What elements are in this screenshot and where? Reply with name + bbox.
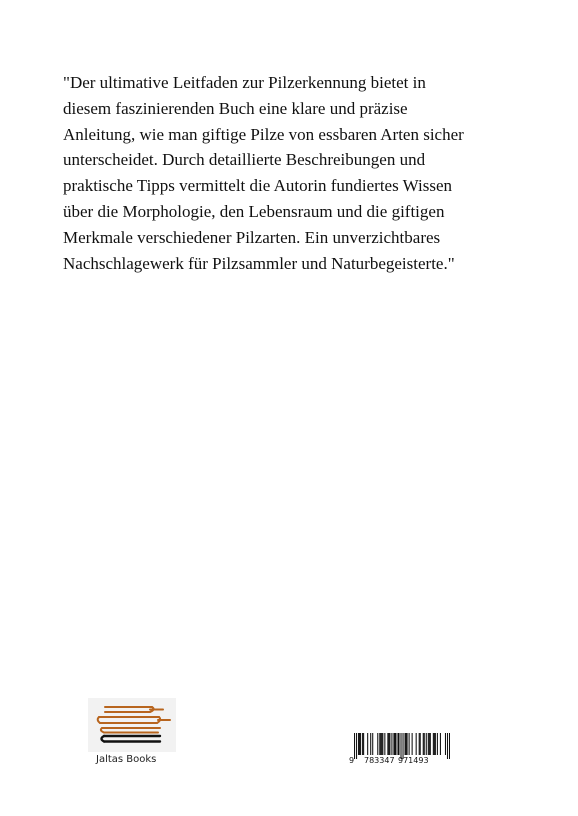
blurb-line: Anleitung, wie man giftige Pilze von essbaren Arten sicher — [63, 124, 464, 144]
blurb-line: "Der ultimative Leitfaden zur Pilzerkennung bietet in — [63, 73, 426, 92]
barcode-bar — [406, 733, 407, 755]
barcode-bar — [382, 733, 383, 755]
barcode-bar — [428, 733, 429, 755]
barcode-bar — [360, 733, 361, 755]
barcode-bar — [367, 733, 368, 755]
barcode-bar — [435, 733, 436, 755]
barcode-bar — [362, 733, 363, 755]
blurb-line: praktische Tipps vermittelt die Autorin fundiertes Wissen — [63, 176, 453, 196]
barcode-bar — [419, 733, 420, 755]
barcode-bar — [389, 733, 390, 755]
blurb-line: Nachschlagewerk für Pilzsammler und Naturbegeisterte." — [63, 253, 455, 273]
barcode-bar — [372, 733, 373, 755]
barcode-bar — [394, 733, 395, 755]
barcode-bar — [363, 733, 364, 755]
barcode-bar — [359, 733, 360, 755]
barcode-bar — [424, 733, 425, 755]
stacked-books-icon — [88, 698, 176, 752]
barcode-bar — [420, 733, 421, 755]
isbn-barcode — [346, 733, 450, 771]
barcode-bar — [430, 733, 431, 755]
barcode-bar — [426, 733, 427, 755]
barcode-bar — [412, 733, 413, 755]
barcode-bar — [434, 733, 435, 755]
barcode-bar — [405, 733, 406, 755]
barcode-right-group: 971493 — [398, 756, 429, 765]
blurb-line: Merkmale verschiedener Pilzarten. Ein unverzichtbares — [63, 227, 441, 247]
barcode-digits — [346, 756, 450, 768]
barcode-bar — [391, 733, 392, 755]
blurb-line: diesem faszinierenden Buch eine klare und präzise — [63, 98, 408, 118]
blurb-line: unterscheidet. Durch detaillierte Beschreibungen und — [63, 150, 426, 170]
barcode-bar — [437, 733, 438, 755]
barcode-bar — [398, 733, 399, 755]
barcode-bar — [416, 733, 417, 755]
barcode-bar — [445, 733, 446, 755]
barcode-bar — [384, 733, 385, 755]
book-blurb — [63, 70, 523, 276]
barcode-bar — [379, 733, 380, 755]
barcode-bar — [370, 733, 371, 755]
barcode-bar — [395, 733, 396, 755]
barcode-bar — [388, 733, 389, 755]
barcode-bar — [433, 733, 434, 755]
barcode-bar — [380, 733, 381, 755]
barcode-bar — [409, 733, 410, 755]
barcode-bar — [387, 733, 388, 755]
barcode-first-digit: 9 — [349, 756, 355, 765]
publisher-name: Jaltas Books — [96, 754, 157, 765]
barcode-bar — [440, 733, 441, 755]
barcode-bar — [407, 733, 408, 755]
barcode-bar — [393, 733, 394, 755]
barcode-bar — [358, 733, 359, 755]
barcode-bar — [377, 733, 378, 755]
barcode-bar — [423, 733, 424, 755]
barcode-bar — [381, 733, 382, 755]
blurb-line: über die Morphologie, den Lebensraum und die giftigen — [63, 201, 445, 221]
barcode-bar — [429, 733, 430, 755]
barcode-left-group: 783347 — [364, 756, 395, 765]
barcode-bar — [397, 733, 398, 755]
